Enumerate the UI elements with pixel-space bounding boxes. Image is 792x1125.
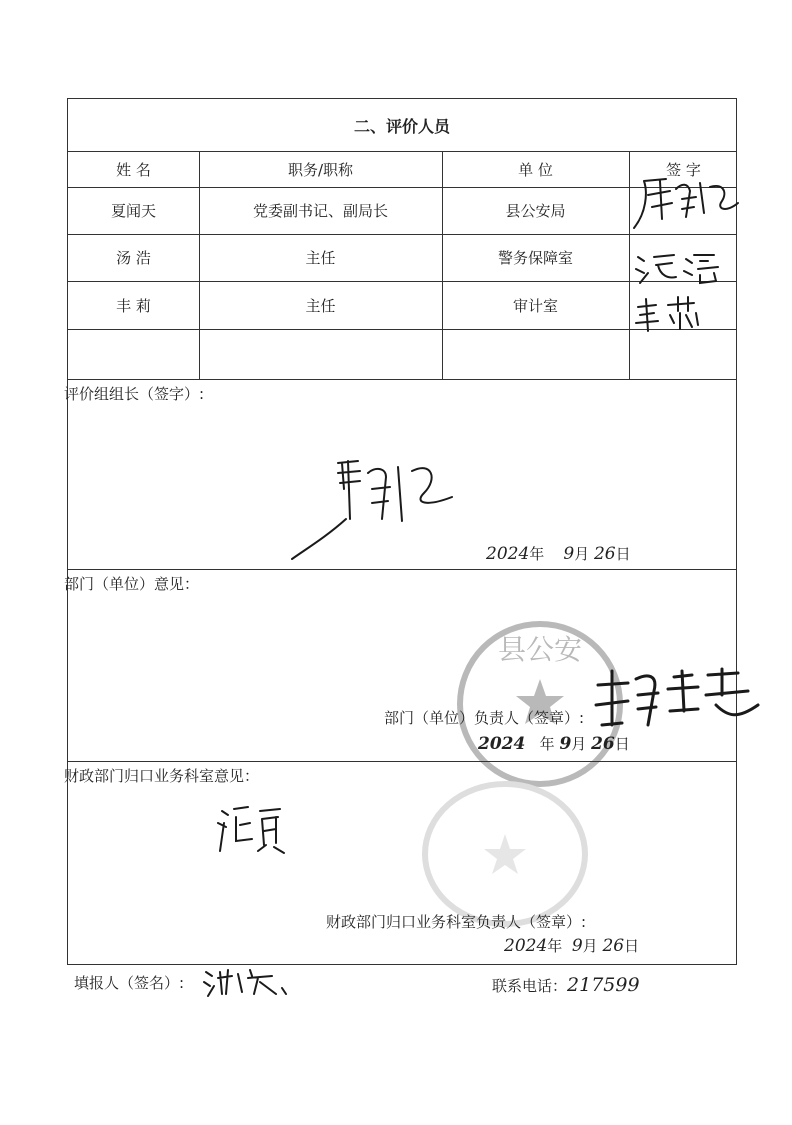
signature-feng-li-table [634,293,714,333]
dept-date-year: 年 [539,735,555,753]
header-signature: 签 字 [666,160,701,179]
row2-position: 主任 [305,249,336,267]
row3-position: 主任 [305,296,336,315]
signature-tang-hao-table [634,247,734,287]
row1-position: 党委副书记、副局长 [252,202,388,220]
row2-name: 汤 浩 [116,249,151,267]
finance-label: 财政部门归口业务科室意见： [64,767,260,785]
leader-date-month-hand: 9 [563,544,575,564]
row3-unit: 审计室 [512,296,558,315]
row4-name [68,329,199,379]
row4-unit [442,329,629,379]
row1-unit: 县公安局 [505,202,566,220]
divider [68,761,736,762]
dept-label: 部门（单位）意见： [64,575,200,593]
finance-date-month-hand: 9 [571,936,583,956]
dept-date-day-hand: 26 [591,734,615,754]
section-title: 二、评价人员 [353,116,450,136]
signature-finance-opinion [214,801,294,857]
leader-date-day: 日 [615,545,631,563]
finance-responsible-label: 财政部门归口业务科室负责人（签章）: [326,913,587,931]
phone-value: 217599 [567,974,640,996]
evaluation-form [64,98,737,965]
finance-date-day-hand: 26 [602,936,625,956]
leader-date-year: 年 [529,545,545,563]
row3-name: 丰 莉 [116,296,151,315]
header-unit: 单 位 [518,160,553,179]
seal-text: 县公安 [497,633,583,666]
dept-date-month-hand: 9 [559,734,572,754]
finance-date-year: 年 [547,937,563,955]
finance-date-month: 月 [582,937,598,955]
header-name: 姓 名 [116,160,151,179]
phone-field [492,974,640,996]
filler-field [74,972,184,993]
leader-date [486,543,631,564]
dept-date-day: 日 [614,735,630,753]
leader-label: 评价组组长（签字）: [64,385,205,403]
dept-date-year-hand: 2024 [478,734,526,754]
row1-name: 夏闻天 [110,202,156,220]
finance-date-day: 日 [624,937,640,955]
row2-unit: 警务保障室 [497,249,573,267]
seal-faint-stamp [420,779,590,929]
phone-label: 联系电话： [492,977,568,995]
dept-responsible-label: 部门（单位）负责人（签章）: [384,709,585,727]
divider [68,569,736,570]
signature-xia-wentian-table [626,173,746,243]
row4-position [199,329,442,379]
leader-date-month: 月 [574,545,590,563]
filler-label: 填报人（签名）: [74,974,185,992]
dept-date [478,733,630,754]
leader-date-year-hand: 2024 [486,544,530,564]
dept-date-month: 月 [571,735,587,753]
signature-leader [286,449,476,569]
finance-date [504,935,639,956]
divider [68,379,736,380]
finance-date-year-hand: 2024 [504,936,548,956]
leader-date-day-hand: 26 [593,544,616,564]
header-position: 职务/职称 [287,160,354,179]
signature-filler [202,964,292,1000]
